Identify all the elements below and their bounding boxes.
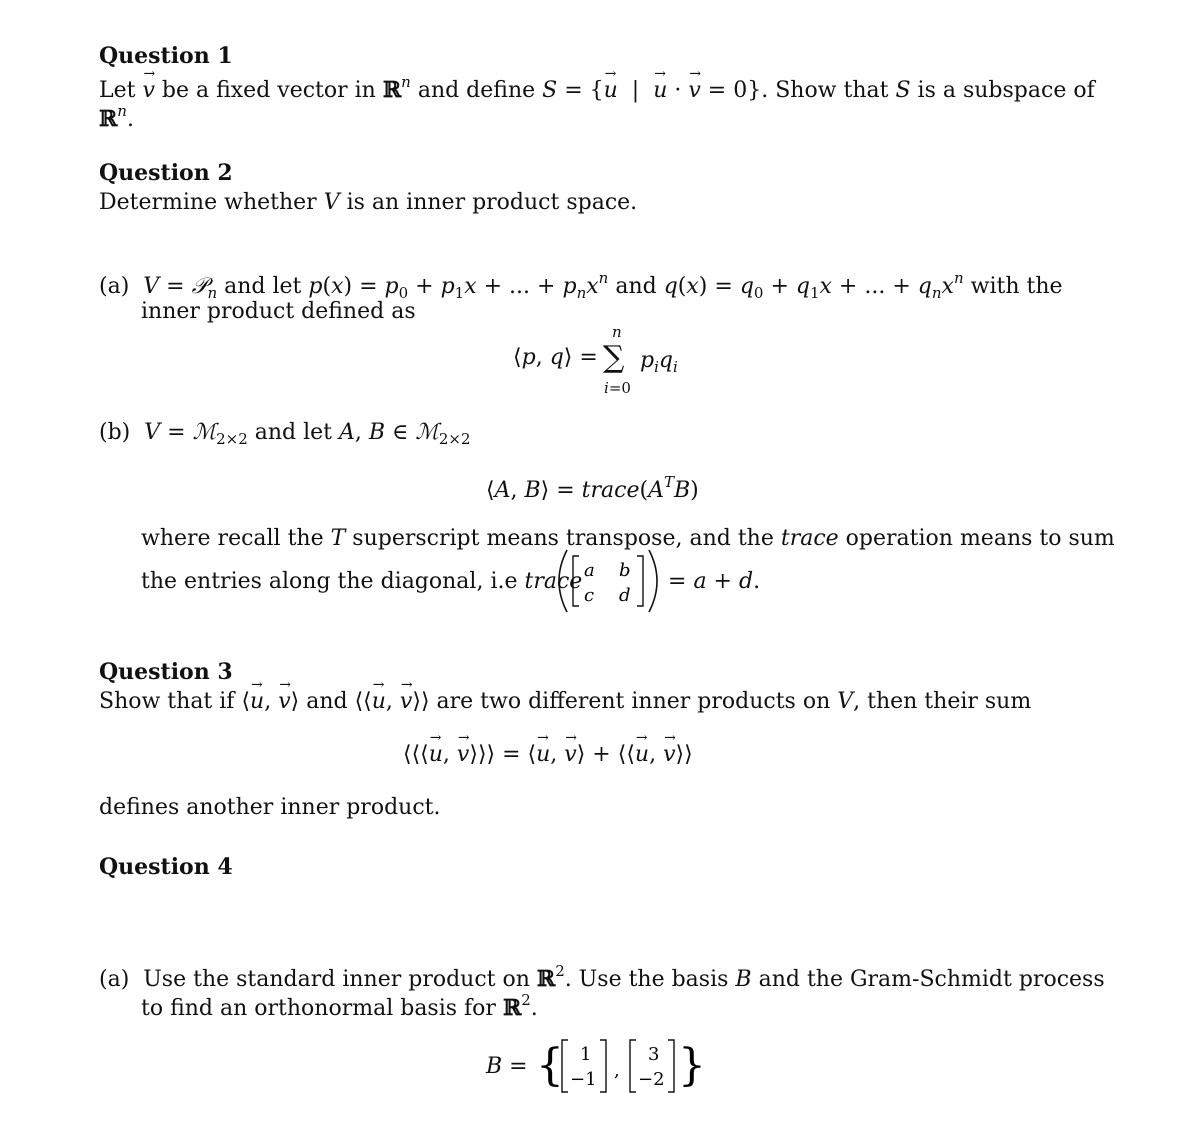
question-4a-line-2: to find an orthonormal basis for ℝ$^2$. <box>141 991 538 1021</box>
basis-lhs: B = <box>486 1054 528 1079</box>
question-2b-line-1: (b) V = ℳ$_{2\times 2}$ and let A, B ∈ ℳ$_{2\times 2}$ <box>99 420 471 448</box>
comma: , <box>614 1060 620 1081</box>
question-4a-line-1: (a) Use the standard inner product on ℝ$^2$. Use the basis B and the Gram-Schmidt process <box>99 962 1105 992</box>
v2-entry-1: 3 <box>648 1044 660 1065</box>
question-3-text: Show that if ⟨→ u, → v⟩ and ⟨⟨→ u, → v⟩⟩ are two different inner products on V, then their sum <box>99 691 1031 713</box>
question-1-line-1: Let → v be a fixed vector in ℝ$^n$ and define S = {→ u | → u · → v = 0}. Show that S is a subspace of <box>99 75 1095 102</box>
matrix-entry-c: c <box>584 585 595 606</box>
question-2-heading: Question 2 <box>99 160 233 186</box>
trace-result: = a + d. <box>668 569 761 594</box>
matrix-entry-b: b <box>619 560 631 581</box>
sum-symbol: ∑ <box>603 340 625 375</box>
sum-lower-limit: i=0 <box>604 379 631 397</box>
matrix-entry-d: d <box>619 585 631 606</box>
question-3-closing: defines another inner product. <box>99 795 441 820</box>
inner-product-lhs: ⟨p, q⟩ = <box>513 345 598 370</box>
matrix-entry-a: a <box>584 560 595 581</box>
question-4-heading: Question 4 <box>99 854 233 880</box>
question-2a-line-1: (a) V = 𝒫$_n$ and let $p(x) = p_0 + p_1x$ + ... + $p_nx^n$ and $q(x) = q_0 + q_1x$ + ... + $q_nx^n$ with the <box>99 269 1063 302</box>
sum-upper-limit: n <box>612 323 622 341</box>
question-2b-note-2: the entries along the diagonal, i.e trace <box>141 569 583 594</box>
question-2-intro: Determine whether V is an inner product space. <box>99 190 638 215</box>
basis-set <box>530 1032 710 1100</box>
trace-matrix <box>553 546 663 616</box>
trace-formula: ⟨A, B⟩ = $trace(A^TB)$ <box>486 473 699 503</box>
right-brace: } <box>678 1040 706 1091</box>
question-2a-line-2: inner product defined as <box>141 299 416 324</box>
question-2b-note-1: where recall the T superscript means transpose, and the trace operation means to sum <box>141 526 1115 551</box>
v1-entry-1: 1 <box>580 1044 592 1065</box>
summand: $p_iq_i$ <box>640 348 678 376</box>
v2-entry-2: −2 <box>638 1069 665 1090</box>
question-3-heading: Question 3 <box>99 659 233 685</box>
question-1-line-2: ℝ$^n$. <box>99 102 134 132</box>
question-1-heading: Question 1 <box>99 43 233 69</box>
left-brace: { <box>536 1040 564 1091</box>
question-3-formula: ⟨⟨⟨→ u, → v⟩⟩⟩ = ⟨→ u, → v⟩ + ⟨⟨→ u, → v⟩⟩ <box>403 744 693 766</box>
v1-entry-2: −1 <box>570 1069 597 1090</box>
